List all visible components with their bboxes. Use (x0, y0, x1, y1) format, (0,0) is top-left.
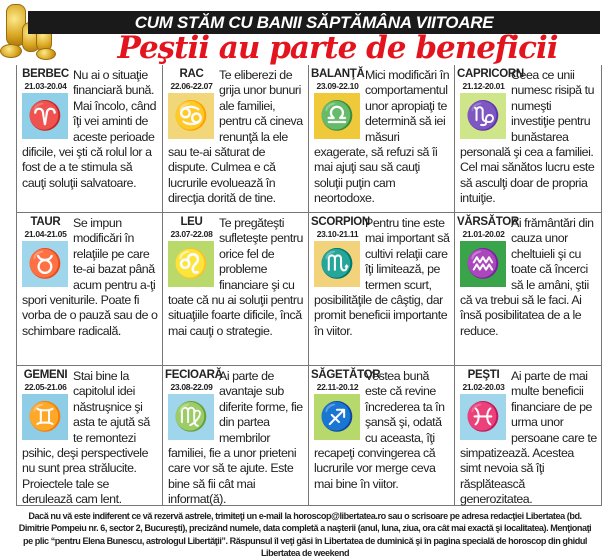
lion-icon: ♌ (168, 241, 214, 287)
horoscope-entry-archer (309, 366, 455, 506)
horoscope-text: Se impun modificări în relaţiile pe care te-ai bazat până acum pentru a-ţi spori veniturile. Poate fi vorba de o pauză sau de o schimbare radicală. (22, 216, 158, 338)
sign-dates: 23.09-22.10 (316, 81, 359, 91)
sign-header (311, 216, 370, 287)
horoscope-entry-scales (309, 65, 455, 213)
sign-header (311, 369, 381, 440)
sign-header (22, 369, 69, 440)
sign-dates: 21.02-20.03 (462, 382, 505, 392)
horoscope-entry-maiden (163, 366, 309, 506)
goat-icon: ♑ (460, 93, 506, 139)
maiden-icon: ♍ (168, 394, 214, 440)
sign-name: CAPRICORN (457, 68, 524, 80)
sign-header (168, 216, 215, 287)
horoscope-text: Ai frământări din cauza unor cheltuieli şi cu toate că încerci să le amâni, ştii că va trebui să le faci. Ai însă posibilitatea de a le reduce. (460, 216, 594, 338)
horoscope-entry-bull (17, 213, 163, 366)
sign-dates: 23.08-22.09 (170, 382, 213, 392)
water-bearer-icon: ♒ (460, 241, 506, 287)
sign-header (22, 216, 69, 287)
sign-name: BALANŢĂ (311, 68, 365, 80)
fish-icon: ♓ (460, 394, 506, 440)
horoscope-entry-water-bearer (455, 213, 601, 366)
horoscope-text: Mici modificări în comportamentul unor apropiaţi te determină să iei măsuri exagerate, să refuzi să îi mai ajuţi sau să cauţi soluţii puţin cam neortodoxe. (314, 68, 450, 206)
sign-dates: 21.01-20.02 (462, 229, 505, 239)
archer-icon: ♐ (314, 394, 360, 440)
horoscope-entry-scorpion (309, 213, 455, 366)
sign-dates: 21.03-20.04 (24, 81, 67, 91)
ram-icon: ♈ (22, 93, 68, 139)
sign-name: SĂGETĂTOR (311, 369, 381, 381)
sign-header (457, 68, 524, 139)
horoscope-entry-twins (17, 366, 163, 506)
sign-name: PEŞTI (467, 369, 500, 381)
twins-icon: ♊ (22, 394, 68, 440)
sign-name: RAC (179, 68, 204, 80)
horoscope-entry-lion (163, 213, 309, 366)
horoscope-text: Ceea ce unii numesc risipă tu numeşti investiţie pentru bunăstarea personală şi cea a familiei. Cel mai sănătos lucru este să asculţi doar de propria intuiţie. (460, 68, 595, 206)
horoscope-text: Nu ai o situaţie financiară bună. Mai încolo, când îţi vei aminti de aceste perioade dificile, vei şti că rolul lor a fost de a te stimula să cauţi soluţii salvatoare. (22, 68, 157, 190)
sign-header (460, 369, 507, 440)
horoscope-text: Te eliberezi de grija unor bunuri ale familiei, pentru că cineva renunţă la ele sau te-ai săturat de dispute. Culmea e că lucrurile evoluează în direcţia dorită de tine. (168, 68, 303, 206)
footer-note: Dacă nu vă este indiferent ce vă rezervă astrele, trimiteţi un e-mail la horoscop@libertatea.ro sau o scrisoare pe adresa redacţiei Libertatea (bd. Dimitrie Pompeiu nr. 6, sector 2, Bucureşti), precizând numele, data completă a naşterii (anul, luna, ziua, ora cât mai exactă şi localitatea). Menţionaţi pe plic “pentru Elena Bunescu, astrologul Libertăţii”. Răspunsul îl veţi găsi în Libertatea de duminică şi în pagina specială de horoscop din ghidul Libertatea de weekend (18, 511, 592, 558)
page-title: Peştii au parte de beneficii (117, 30, 558, 66)
horoscope-text: Ai parte de mai multe beneficii financiare de pe urma unor persoane care te simpatizează. Acestea simt nevoia să îţi răsplătească generozitatea. (460, 369, 597, 506)
horoscope-text: Stai bine la capitolul idei năstruşnice şi asta te ajută să te remontezi psihic, deşi perspectivele nu sunt prea strălucite. Proiectele tale se derulează cam lent. (22, 369, 150, 506)
crab-icon: ♋ (168, 93, 214, 139)
sign-dates: 21.12-20.01 (462, 81, 505, 91)
section-kicker: CUM STĂM CU BANII SĂPTĂMÂNA VIITOARE (28, 11, 600, 34)
sign-header (311, 68, 365, 139)
sign-dates: 22.06-22.07 (170, 81, 213, 91)
sign-dates: 23.10-21.11 (316, 229, 359, 239)
sign-name: VĂRSĂTOR (457, 216, 519, 228)
scorpion-icon: ♏ (314, 241, 360, 287)
sign-dates: 23.07-22.08 (170, 229, 213, 239)
sign-header (457, 216, 519, 287)
sign-header (168, 68, 215, 139)
sign-header (165, 369, 223, 440)
sign-name: GEMENI (23, 369, 68, 381)
sign-dates: 22.05-21.06 (24, 382, 67, 392)
horoscope-grid (16, 65, 602, 506)
scales-icon: ♎ (314, 93, 360, 139)
sign-header (22, 68, 69, 139)
horoscope-entry-goat (455, 65, 601, 213)
horoscope-entry-fish (455, 366, 601, 506)
horoscope-text: Ai parte de avantaje sub diferite forme, fie din partea membrilor familiei, fie a unor prieteni care vor să te ajute. Este bine să fii cât mai informat(ă). (168, 369, 303, 506)
sign-name: LEU (180, 216, 203, 228)
horoscope-entry-ram (17, 65, 163, 213)
horoscope-entry-crab (163, 65, 309, 213)
horoscope-text: Vestea bună este că revine încrederea ta în şansă şi, odată cu aceasta, îţi recapeţi convingerea că lucrurile vor merge ceva mai bine în viitor. (314, 369, 445, 491)
sign-dates: 21.04-21.05 (24, 229, 67, 239)
horoscope-text: Te pregăteşti sufleteşte pentru orice fel de probleme financiare şi cu toate că nu ai soluţii pentru situaţiile foarte dificile, încă mai cauţi o strategie. (168, 216, 304, 338)
sign-name: SCORPION (311, 216, 370, 228)
sign-name: FECIOARĂ (165, 369, 223, 381)
horoscope-text: Pentru tine este mai important să cultivi relaţii care îţi limitează, pe termen scurt, posibilităţile de câştig, dar promit beneficii importante în viitor. (314, 216, 450, 338)
sign-name: BERBEC (22, 68, 69, 80)
sign-name: TAUR (30, 216, 61, 228)
sign-dates: 22.11-20.12 (316, 382, 359, 392)
bull-icon: ♉ (22, 241, 68, 287)
